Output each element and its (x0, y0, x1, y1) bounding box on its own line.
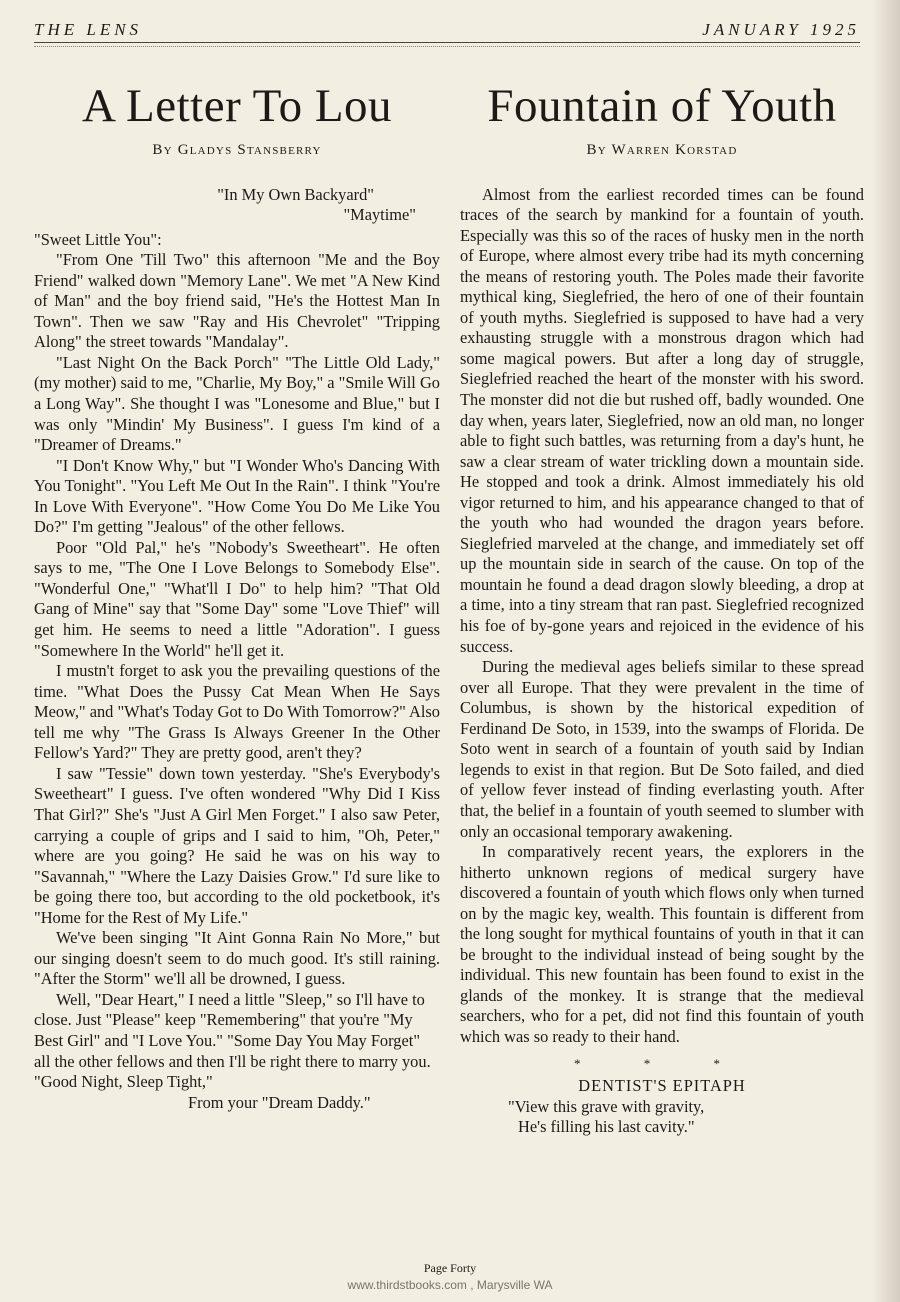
page-edge-shadow (872, 0, 900, 1302)
article-title: Fountain of Youth (487, 80, 837, 132)
watermark-text: www.thirdstbooks.com , Marysville WA (347, 1278, 553, 1292)
article-letter-to-lou (34, 78, 440, 1113)
page-number: Page Forty (423, 1261, 477, 1275)
epigraph-line: "Maytime" (343, 205, 416, 225)
article-byline: By Warren Korstad (586, 142, 738, 158)
paragraph: I mustn't forget to ask you the prevailing questions of the time. "What Does the Pussy Cat Mean When He Says Meow," and "What's Today Got to Do With Tomorrow?" Also tell me why "The Grass Is Always Greener In the Other Fellow's Yard?" They are pretty good, aren't they? (34, 661, 440, 763)
epitaph-title: DENTIST'S EPITAPH (578, 1076, 746, 1096)
paragraph: Almost from the earliest recorded times can be found traces of the search by mankind for a fountain of youth. Especially was this so of the races of husky men in the north of Europe, where almost every tribe had its myth concerning the means of restoring youth. The Poles made their favorite mythical king, Sieglefried, the hero of one of their fountain of youth myths. Sieglefried is supposed to have had a very exhausting struggle with a monstrous dragon which had some magical powers. But after a long day of struggle, Sieglefried reached the heart of the monster with his sword. The monster did not die but rushed off, badly wounded. One day when, years later, Sieglefried, now an old man, no longer able to fight such battles, was returning from a day's hunt, he saw a clear stream of water trickling down a mountain side. He stopped and took a drink. Almost immediately his old vigor returned to him, and his appearance changed to that of the youth who had wounded the dragon years before. Sieglefried marveled at the change, and immediately set off up the mountain side in search of the cause. On top of the mountain he found a dead dragon slowly bleeding, a drop at a time, into a tiny stream that ran past. Sieglefried recognized his foe of by-gone years and rejoiced in the evidence of his success. (460, 184, 864, 656)
paragraph: Well, "Dear Heart," I need a little "Sleep," so I'll have to close. Just "Please" keep "Remembering" that you're "My Best Girl" and "I Love You." "Some Day You May Forget" all the other fellows and then I'll be right there to marry you. "Good Night, Sleep Tight," (34, 989, 431, 1092)
publication-name: THE LENS (34, 20, 143, 39)
paragraph: In comparatively recent years, the explorers in the hitherto unknown regions of medical surgery have discovered a fountain of youth which flows only when turned on by the magic key, wealth. This fountain is different from the long sought for mythical fountains of youth in that it can be brought to the individual instead of being sought by the individual. This new fountain has been found to exist in the glands of the monkey. It is strange that the medieval searchers, who for a pet, did not find this fountain of youth which was so ready to their hand. (460, 842, 864, 1046)
epitaph-line: He's filling his last cavity." (518, 1117, 695, 1137)
paragraph: During the medieval ages beliefs similar to these spread over all Europe. That they were prevalent in the time of Columbus, is shown by the historical expedition of Ferdinand De Soto, in 1539, into the swamps of Florida. De Soto went in search of a fountain of youth said by Indian legends to exist in that region. But De Soto failed, and died of yellow fever instead of finding everlasting youth. After that, the belief in a fountain of youth seemed to slumber with only an occasional temporary awakening. (460, 657, 864, 841)
paragraph: "I Don't Know Why," but "I Wonder Who's Dancing With You Tonight". "You Left Me Out In the Rain". I think "You're In Love With Everyone". "How Come You Do Me Like You Do?" I'm getting "Jealous" of the other fellows. (34, 455, 440, 537)
epitaph-line: "View this grave with gravity, (508, 1096, 705, 1116)
signature: From your "Dream Daddy." (188, 1092, 371, 1112)
running-head (34, 18, 860, 40)
article-fountain-of-youth (460, 78, 864, 1138)
article-byline: By Gladys Stansberry (152, 142, 322, 158)
issue-date: JANUARY 1925 (702, 20, 860, 39)
salutation: "Sweet Little You": (34, 229, 162, 249)
paragraph: We've been singing "It Aint Gonna Rain No More," but our singing doesn't seem to do much good. It's still raining. "After the Storm" we'll all be drowned, I guess. (34, 928, 440, 989)
paragraph: I saw "Tessie" down town yesterday. "She's Everybody's Sweetheart" I guess. I've often wondered "Why Did I Kiss That Girl?" She's "Just A Girl Men Forget." I also saw Peter, carrying a couple of grips and I said to him, "Oh, Peter," where are you going? He said he was on his way to "Savannah," "Where the Lazy Daisies Grow." I'd sure like to be going there too, but according to the old pocketbook, it's "Home for the Rest of My Life." (34, 763, 440, 927)
paragraph: Poor "Old Pal," he's "Nobody's Sweetheart". He often says to me, "The One I Love Belongs to Somebody Else". "Wonderful One," "What'll I Do" to help him? "That Old Gang of Mine" say that "Some Day" some "Love Thief" will get him. He seems to need a little "Adoration". I guess "Somewhere In the World" he'll get it. (34, 537, 440, 660)
epigraph-line: "In My Own Backyard" (217, 184, 374, 204)
article-title: A Letter To Lou (81, 80, 393, 132)
section-separator: * * * (574, 1055, 750, 1071)
paragraph: "From One 'Till Two" this afternoon "Me and the Boy Friend" walked down "Memory Lane". We met "A New Kind of Man" and the boy friend said, "He's the Hottest Man In Town". Then we saw "Ray and His Chevrolet" "Tripping Along" the street towards "Mandalay". (34, 250, 440, 352)
header-rule (34, 42, 860, 47)
paragraph: "Last Night On the Back Porch" "The Little Old Lady," (my mother) said to me, "Charlie, My Boy," a "Smile Will Go a Long Way". She thought I was "Lonesome and Blue," but I was only "Mindin' My Business". I guess I'm kind of a "Dreamer of Dreams." (34, 352, 440, 455)
